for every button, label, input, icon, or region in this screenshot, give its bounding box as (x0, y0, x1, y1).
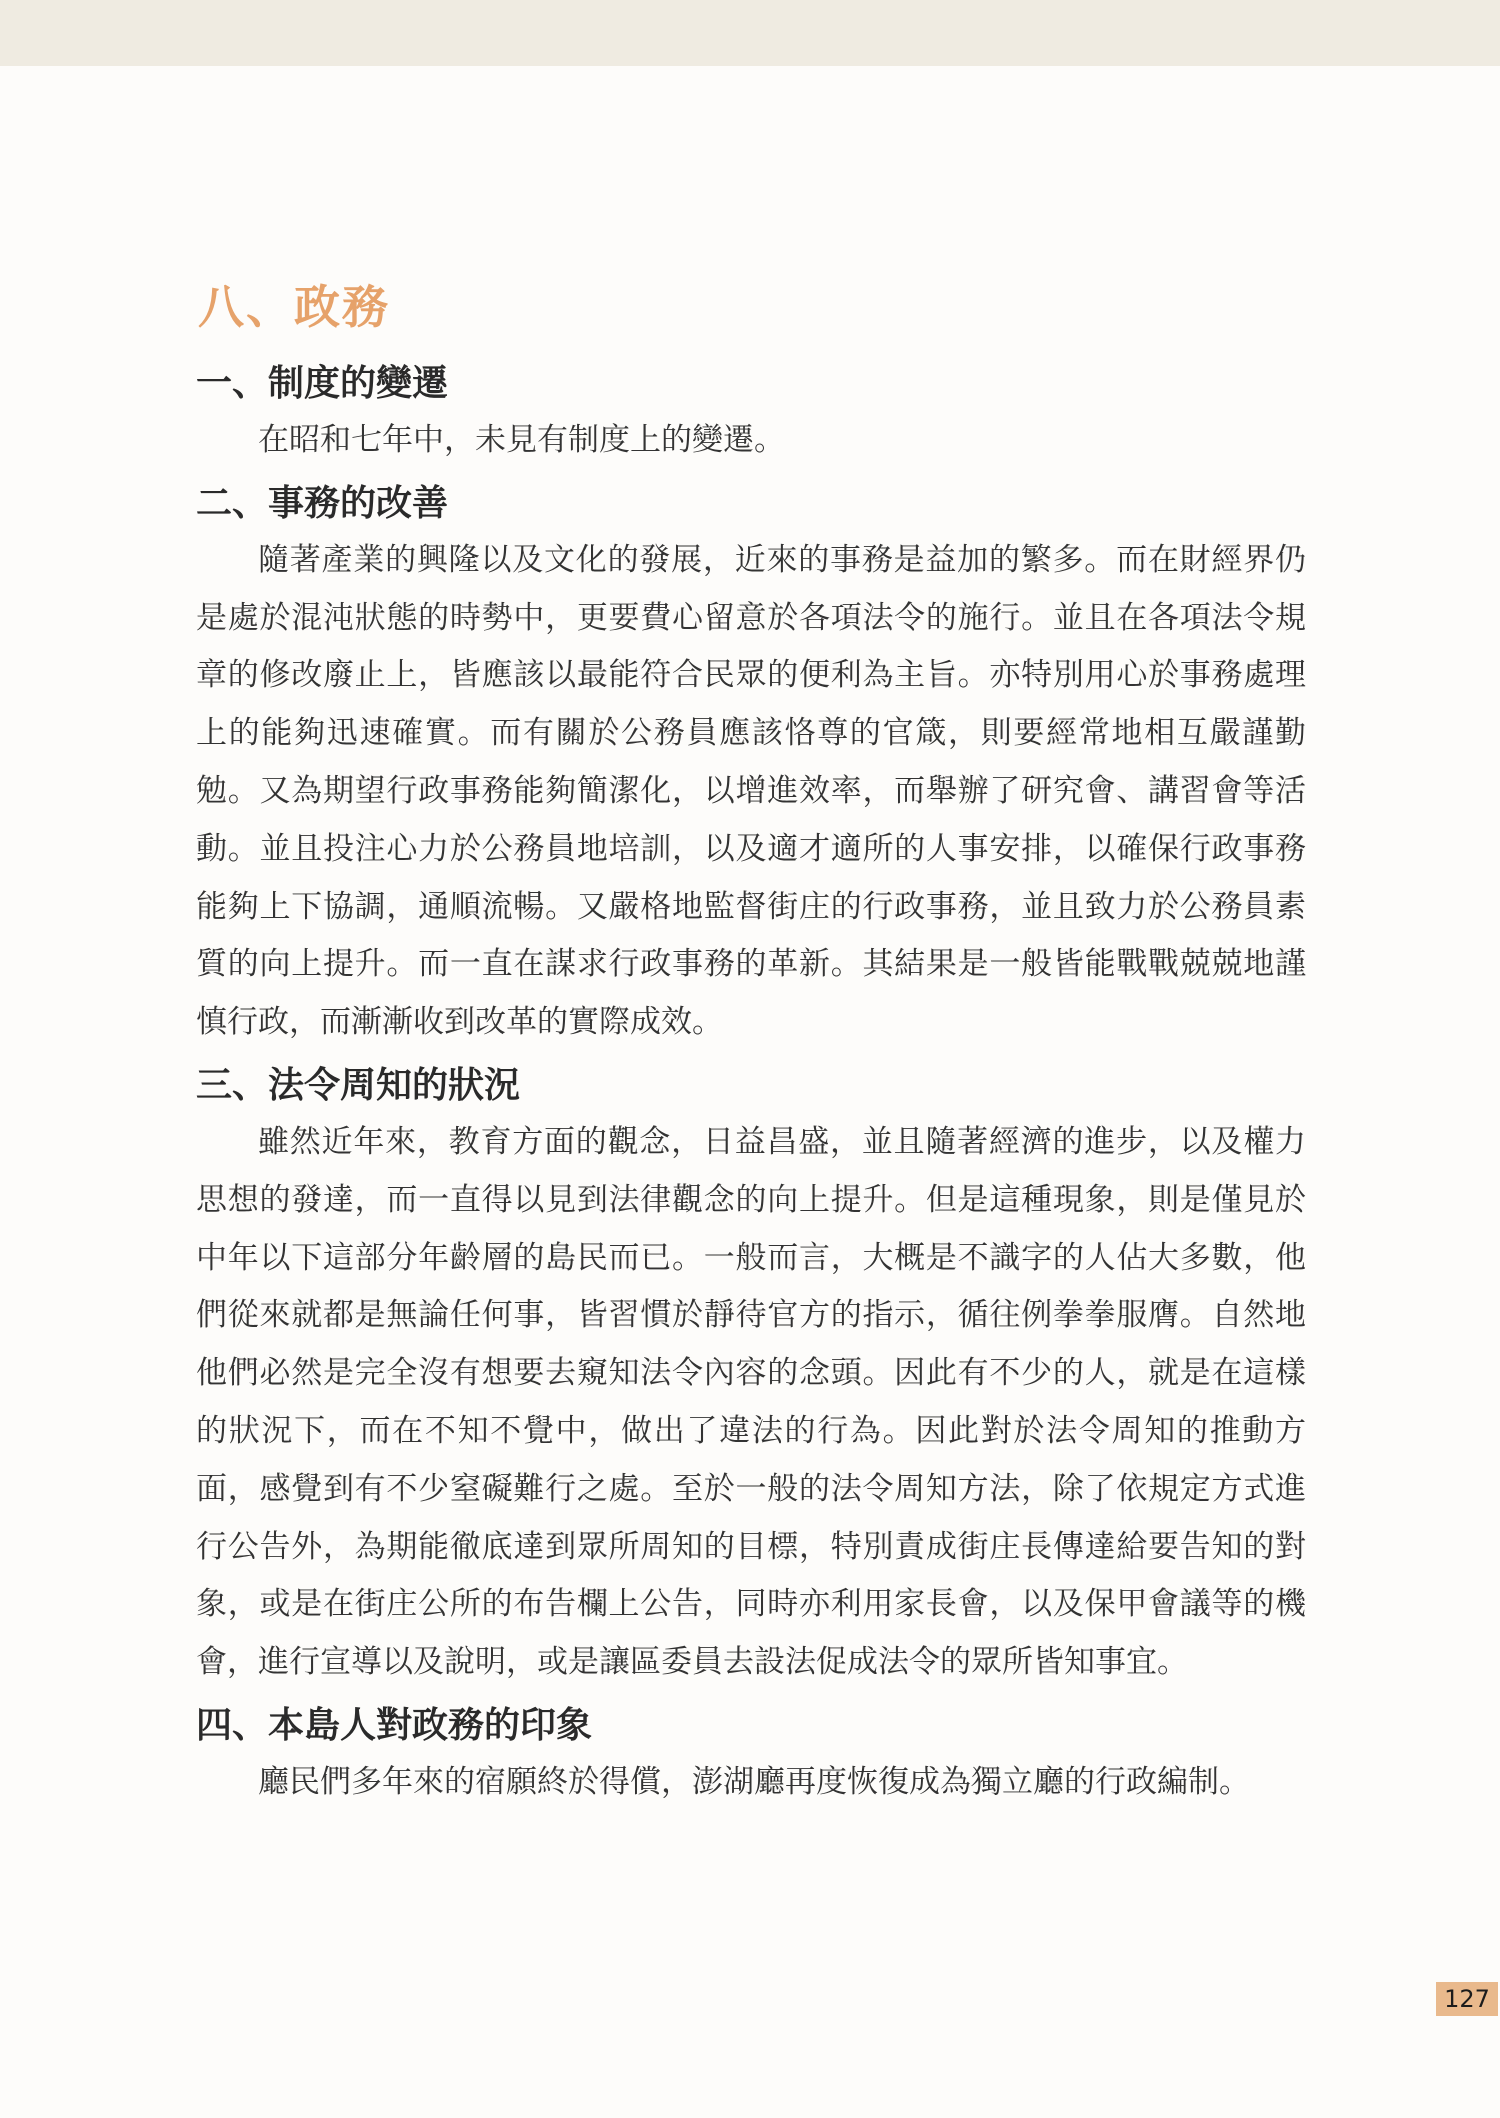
section-paragraph-1: 在昭和七年中，未見有制度上的變遷。 (258, 422, 785, 458)
section-paragraph-2: 隨著產業的興隆以及文化的發展，近來的事務是益加的繁多。而在財經界仍是處於混沌狀態的時勢中，更要費心留意於各項法令的施行。並且在各項法令規章的修改廢止上，皆應該以最能符合民眾的便利為主旨。亦特別用心於事務處理上的能夠迅速確實。而有關於公務員應該恪尊的官箴，則要經常地相互嚴謹勤勉。又為期望行政事務能夠簡潔化，以增進效率，而舉辦了研究會、講習會等活動。並且投注心力於公務員地培訓，以及適才適所的人事安排，以確保行政事務能夠上下協調，通順流暢。又嚴格地監督街庄的行政事務，並且致力於公務員素質的向上提升。而一直在謀求行政事務的革新。其結果是一般皆能戰戰兢兢地謹慎行政，而漸漸收到改革的實際成效。 (196, 541, 1306, 1041)
page-body (196, 356, 1306, 1812)
section-paragraph-3: 雖然近年來，教育方面的觀念，日益昌盛，並且隨著經濟的進步，以及權力思想的發達，而一直得以見到法律觀念的向上提升。但是這種現象，則是僅見於中年以下這部分年齡層的島民而已。一般而言，大概是不識字的人佔大多數，他們從來就都是無論任何事，皆習慣於靜待官方的指示，循往例拳拳服膺。自然地他們必然是完全沒有想要去窺知法令內容的念頭。因此有不少的人，就是在這樣的狀況下，而在不知不覺中，做出了違法的行為。因此對於法令周知的推動方面，感覺到有不少窒礙難行之處。至於一般的法令周知方法，除了依規定方式進行公告外，為期能徹底達到眾所周知的目標，特別責成街庄長傳達給要告知的對象，或是在街庄公所的布告欄上公告，同時亦利用家長會，以及保甲會議等的機會，進行宣導以及說明，或是讓區委員去設法促成法令的眾所皆知事宜。 (196, 1123, 1306, 1681)
section-paragraph-4: 廳民們多年來的宿願終於得償，澎湖廳再度恢復成為獨立廳的行政編制。 (258, 1763, 1250, 1800)
chapter-title: 八、政務 (198, 280, 390, 334)
section-heading-1: 一、制度的變遷 (196, 363, 449, 404)
section-heading-2: 二、事務的改善 (196, 482, 449, 524)
page-number: 127 (1436, 1982, 1498, 2016)
section-heading-3: 三、法令周知的狀況 (196, 1064, 521, 1106)
section-heading-4: 四、本島人對政務的印象 (196, 1704, 593, 1746)
page-top-band (0, 0, 1500, 66)
